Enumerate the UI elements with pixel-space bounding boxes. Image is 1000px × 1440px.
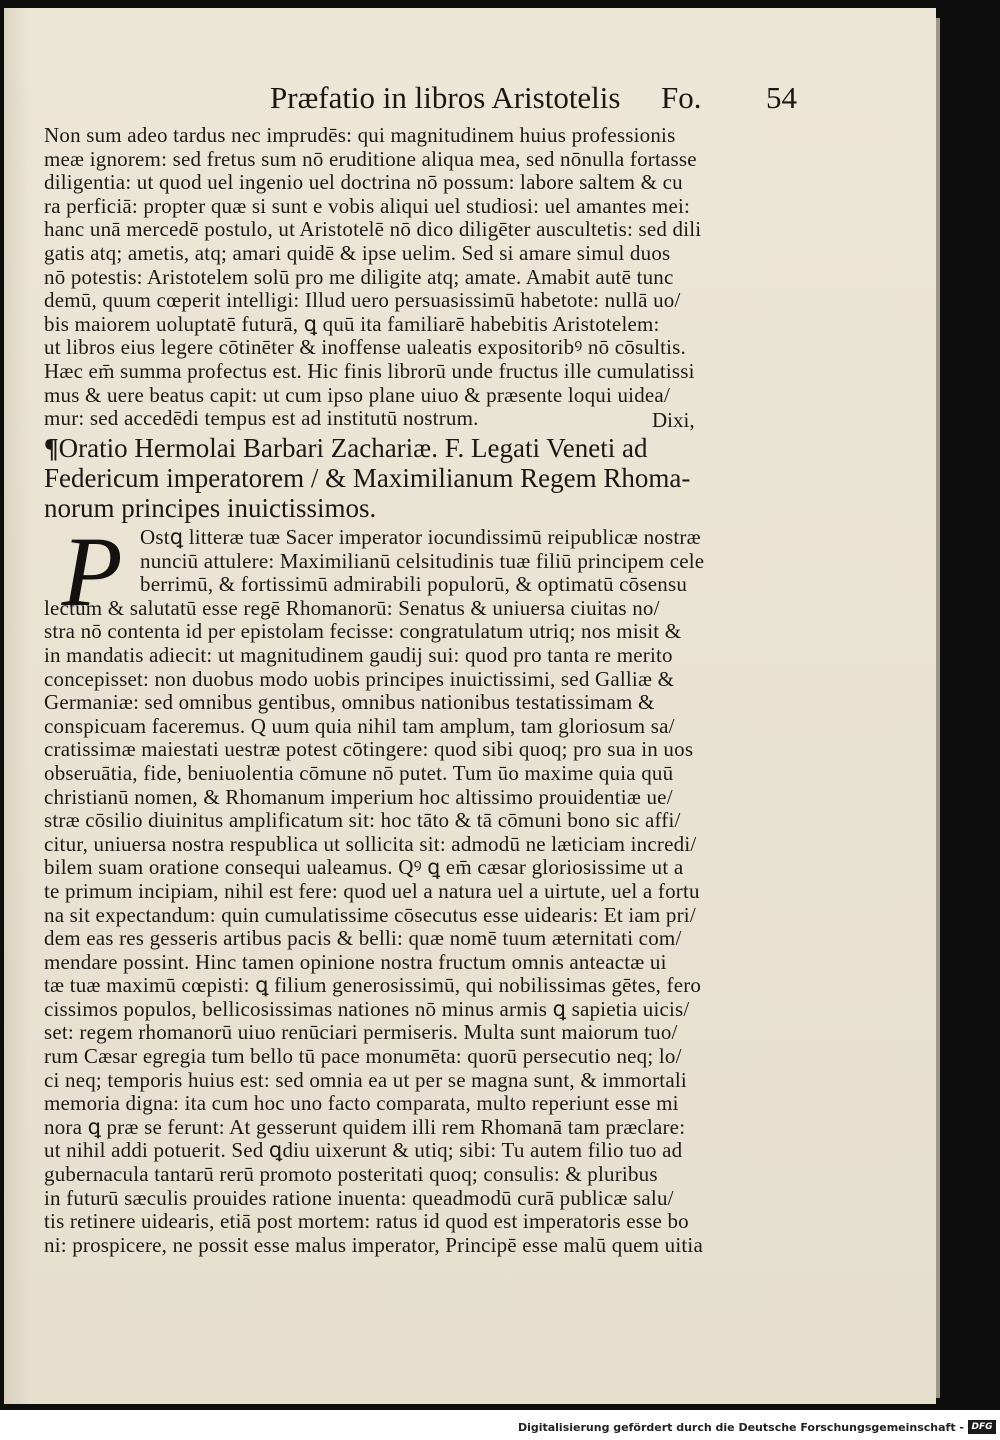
text-line: rum Cæsar egregia tum bello tū pace monumēta: quorū persecutio neq; lo/ <box>44 1045 682 1069</box>
text-line: diligentia: ut quod uel ingenio uel doctrina nō possum: labore saltem & cu <box>44 171 683 195</box>
closing-word: Dixi, <box>652 408 695 432</box>
decorated-initial: P <box>61 516 123 627</box>
text-line: lectum & salutatū esse regē Rhomanorū: Senatus & uniuersa ciuitas no/ <box>44 596 660 620</box>
text-line: nō potestis: Aristotelem solū pro me diligite atq; amate. Amabit autē tunc <box>44 265 674 289</box>
page-edge <box>936 18 940 1398</box>
funding-credit: Digitalisierung gefördert durch die Deutsche Forschungsgemeinschaft - <box>517 1421 964 1434</box>
text-line: ra perficiā: propter quæ si sunt e vobis aliqui uel studiosi: uel amantes mei: <box>44 194 691 218</box>
heading-line: norum principes inuictissimos. <box>44 493 377 523</box>
text-line: mur: sed accedēdi tempus est ad institutū nostrum. <box>44 407 479 431</box>
text-line: christianū nomen, & Rhomanum imperium hoc altissimo prouidentiæ ue/ <box>44 785 673 809</box>
heading-line-text: Oratio Hermolai Barbari Zachariæ. F. Legati Veneti ad <box>58 433 648 463</box>
text-line: nunciū attulere: Maximilianū celsitudinis tuæ filiū principem cele <box>140 549 705 573</box>
text-line: set: regem rhomanorū uiuo renūciari permiseris. Multa sunt maiorum tuo/ <box>44 1021 678 1045</box>
folio-label: Fo. <box>661 80 702 115</box>
text-line: te primum incipiam, nihil est fere: quod uel a natura uel a uirtute, uel a fortu <box>44 879 700 903</box>
pilcrow-mark: ¶ <box>44 433 59 463</box>
text-line: Hæc em̄ summa profectus est. Hic finis librorū unde fructus ille cumulatissi <box>44 359 695 383</box>
text-line: cratissimæ maiestati uestræ potest cōtingere: quod sibi quoq; pro sua in uos <box>44 738 694 762</box>
heading-line <box>44 433 814 463</box>
text-line: ut nihil addi potuerit. Sed ꝗdiu uixerunt & utiq; sibi: Tu autem filio tuo ad <box>44 1139 683 1163</box>
preface-paragraph <box>44 124 814 431</box>
running-header <box>270 80 830 120</box>
text-line: obseruātia, fide, beniuolentia cōmune nō putet. Tum ūo maxime quia quū <box>44 761 674 785</box>
text-line: stra nō contenta id per epistolam fecisse: congratulatum utriq; nos misit & <box>44 620 682 644</box>
text-line: demū, quum cœperit intelligi: Illud uero persuasissimū habetote: nullā uo/ <box>44 289 681 313</box>
text-line: nora ꝗ præ se ferunt: At gesserunt quidem illi rem Rhomanā tam præclare: <box>44 1115 686 1139</box>
text-line: meæ ignorem: sed fretus sum nō eruditione aliqua mea, sed nōnulla fortasse <box>44 147 697 171</box>
text-line: memoria digna: ita cum hoc uno facto comparata, multo reperiunt esse mi <box>44 1092 679 1116</box>
text-line: tis retinere uidearis, etiā post mortem: ratus id quod est imperatoris esse bo <box>44 1210 689 1234</box>
text-line: bis maiorem uoluptatē futurā, ꝗ quū ita familiarē habebitis Aristotelem: <box>44 312 660 336</box>
text-line: gatis atq; ametis, atq; amari quidē & ipse uelim. Sed si amare simul duos <box>44 241 671 265</box>
text-line: cissimos populos, bellicosissimas nationes nō minus armis ꝗ sapietia uicis/ <box>44 997 690 1021</box>
text-line: in futurū sæculis prouides ratione inuenta: queadmodū curā publicæ salu/ <box>44 1186 674 1210</box>
text-line: hanc unā mercedē postulo, ut Aristotelē nō dico diligēter auscultetis: sed dili <box>44 218 702 242</box>
text-line: concepisset: non duobus modo uobis principes inuictissimi, sed Galliæ & <box>44 667 675 691</box>
folio-number: 54 <box>766 80 797 115</box>
text-line: bilem suam oratione consequi ualeamus. Qꝰ ꝗ em̄ cæsar gloriosissime ut a <box>44 856 684 880</box>
text-line: na sit expectandum: quin cumulatissime cōsecutus esse uidearis: Et iam pri/ <box>44 903 696 927</box>
text-line: Non sum adeo tardus nec imprudēs: qui magnitudinem huius professionis <box>44 124 676 147</box>
text-line: ut libros eius legere cōtinēter & inoffense ualeatis expositoribꝰ nō cōsultis. <box>44 336 687 360</box>
dfg-logo: DFG <box>968 1420 996 1434</box>
header-title: Præfatio in libros Aristotelis <box>270 80 621 115</box>
oration-heading <box>44 433 814 523</box>
text-line: stræ cōsilio diuinitus amplificatum sit: hoc tāto & tā cōmuni bono sic affi/ <box>44 809 681 833</box>
footer-bar <box>0 1410 1000 1440</box>
text-line: ni: prospicere, ne possit esse malus imperator, Principē esse malū quem uitia <box>44 1233 703 1257</box>
heading-line: Federicum imperatorem / & Maximilianum Regem Rhoma- <box>44 463 691 493</box>
text-line: in mandatis adiecit: ut magnitudinem gaudij sui: quod pro tanta re merito <box>44 643 673 667</box>
text-line: citur, uniuersa nostra respublica ut sollicita sit: admodū ne læticiam incredi/ <box>44 832 697 856</box>
text-line: gubernacula tantarū rerū promoto posteritati quoq; consulis: & pluribus <box>44 1163 658 1187</box>
text-line: conspicuam faceremus. Q uum quia nihil tam amplum, tam gloriosum sa/ <box>44 714 675 738</box>
text-line: mendare possint. Hinc tamen opinione nostra fructum omnis anteactæ ui <box>44 950 667 974</box>
text-line: dem eas res gesseris artibus pacis & belli: quæ nomē tuum æternitati com/ <box>44 927 682 951</box>
oration-paragraph <box>44 516 814 1257</box>
text-line: ci neq; temporis huius est: sed omnia ea ut per se magna sunt, & immortali <box>44 1068 687 1092</box>
text-line: Germaniæ: sed omnibus gentibus, omnibus nationibus testatissimam & <box>44 691 655 715</box>
text-line: Ostꝗ litteræ tuæ Sacer imperator iocundissimū reipublicæ nostræ <box>140 526 701 549</box>
text-line: tæ tuæ maximū cœpisti: ꝗ filium generosissimū, qui nobilissimas gētes, fero <box>44 974 702 998</box>
text-line: berrimū, & fortissimū admirabili populorū, & optimatū cōsensu <box>140 573 688 597</box>
text-line: mus & uere beatus capit: ut cum ipso plane uiuo & præsente loqui uidea/ <box>44 383 670 407</box>
